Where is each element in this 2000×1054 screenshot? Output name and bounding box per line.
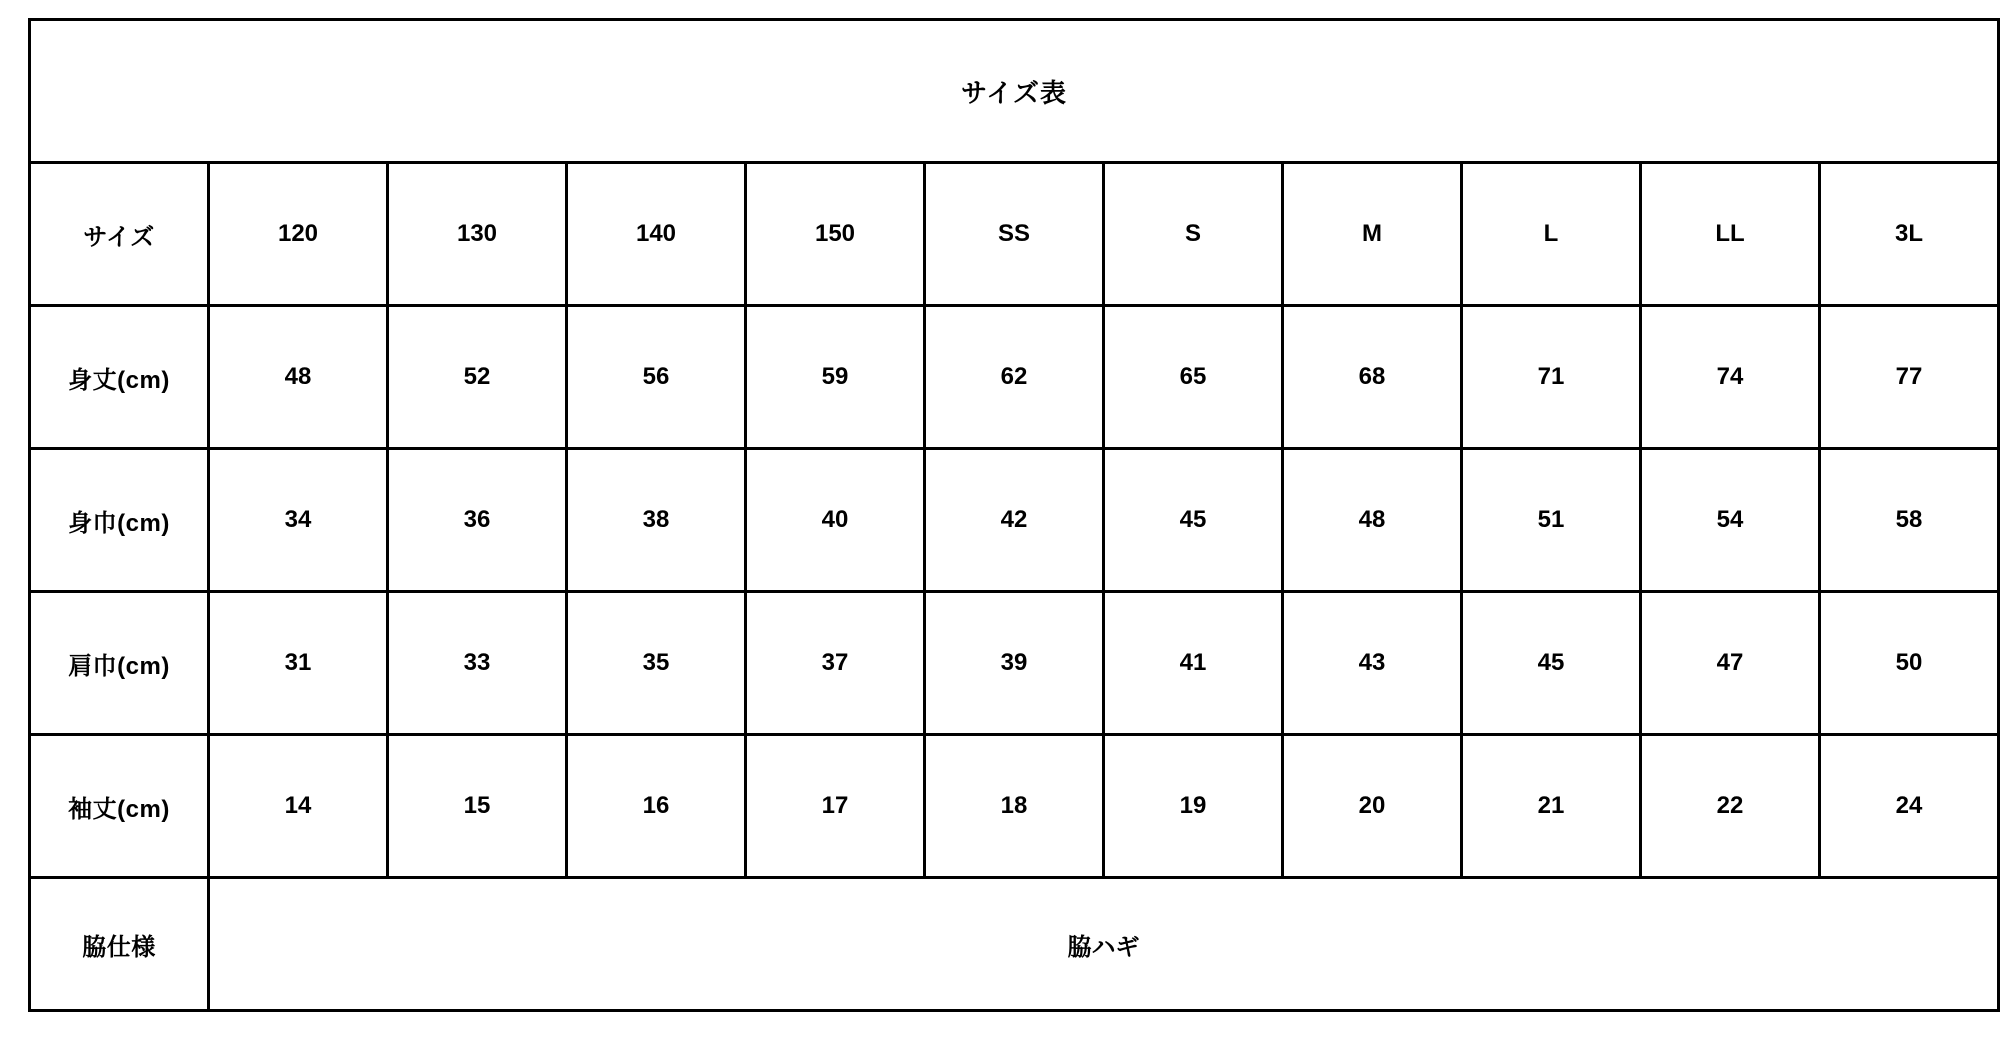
column-header-120: 120 — [209, 163, 388, 306]
cell-sleeve-length-150: 17 — [746, 735, 925, 878]
cell-sleeve-length-ss: 18 — [925, 735, 1104, 878]
cell-shoulder-width-ll: 47 — [1641, 592, 1820, 735]
cell-body-width-ll: 54 — [1641, 449, 1820, 592]
cell-body-length-140: 56 — [567, 306, 746, 449]
page-title: サイズ表 — [30, 20, 1999, 163]
row-label-shoulder-width: 肩巾(cm) — [30, 592, 209, 735]
header-label-size: サイズ — [30, 163, 209, 306]
cell-sleeve-length-130: 15 — [388, 735, 567, 878]
row-label-side-spec: 脇仕様 — [30, 878, 209, 1011]
table-row — [30, 306, 1999, 449]
cell-shoulder-width-130: 33 — [388, 592, 567, 735]
cell-sleeve-length-3l: 24 — [1820, 735, 1999, 878]
cell-shoulder-width-m: 43 — [1283, 592, 1462, 735]
cell-body-length-3l: 77 — [1820, 306, 1999, 449]
row-label-body-width: 身巾(cm) — [30, 449, 209, 592]
cell-body-length-130: 52 — [388, 306, 567, 449]
cell-sleeve-length-l: 21 — [1462, 735, 1641, 878]
cell-sleeve-length-120: 14 — [209, 735, 388, 878]
cell-sleeve-length-m: 20 — [1283, 735, 1462, 878]
cell-body-length-s: 65 — [1104, 306, 1283, 449]
size-table — [28, 18, 2000, 1012]
title-row — [30, 20, 1999, 163]
cell-sleeve-length-140: 16 — [567, 735, 746, 878]
cell-body-length-m: 68 — [1283, 306, 1462, 449]
cell-body-width-m: 48 — [1283, 449, 1462, 592]
cell-body-width-ss: 42 — [925, 449, 1104, 592]
cell-body-width-3l: 58 — [1820, 449, 1999, 592]
cell-shoulder-width-140: 35 — [567, 592, 746, 735]
cell-shoulder-width-120: 31 — [209, 592, 388, 735]
cell-shoulder-width-150: 37 — [746, 592, 925, 735]
cell-body-width-140: 38 — [567, 449, 746, 592]
column-header-ll: LL — [1641, 163, 1820, 306]
cell-body-width-s: 45 — [1104, 449, 1283, 592]
cell-body-length-ss: 62 — [925, 306, 1104, 449]
table-row — [30, 449, 1999, 592]
row-label-sleeve-length: 袖丈(cm) — [30, 735, 209, 878]
cell-body-width-l: 51 — [1462, 449, 1641, 592]
column-header-s: S — [1104, 163, 1283, 306]
column-header-m: M — [1283, 163, 1462, 306]
column-header-ss: SS — [925, 163, 1104, 306]
cell-sleeve-length-ll: 22 — [1641, 735, 1820, 878]
side-spec-row — [30, 878, 1999, 1011]
cell-shoulder-width-3l: 50 — [1820, 592, 1999, 735]
table-row — [30, 592, 1999, 735]
row-label-body-length: 身丈(cm) — [30, 306, 209, 449]
cell-sleeve-length-s: 19 — [1104, 735, 1283, 878]
cell-shoulder-width-l: 45 — [1462, 592, 1641, 735]
cell-body-length-150: 59 — [746, 306, 925, 449]
column-header-row — [30, 163, 1999, 306]
cell-body-length-120: 48 — [209, 306, 388, 449]
column-header-3l: 3L — [1820, 163, 1999, 306]
cell-body-width-150: 40 — [746, 449, 925, 592]
cell-body-width-130: 36 — [388, 449, 567, 592]
cell-body-length-ll: 74 — [1641, 306, 1820, 449]
cell-shoulder-width-ss: 39 — [925, 592, 1104, 735]
column-header-150: 150 — [746, 163, 925, 306]
column-header-140: 140 — [567, 163, 746, 306]
cell-body-length-l: 71 — [1462, 306, 1641, 449]
column-header-l: L — [1462, 163, 1641, 306]
cell-body-width-120: 34 — [209, 449, 388, 592]
cell-side-spec-value: 脇ハギ — [209, 878, 1999, 1011]
cell-shoulder-width-s: 41 — [1104, 592, 1283, 735]
table-row — [30, 735, 1999, 878]
column-header-130: 130 — [388, 163, 567, 306]
